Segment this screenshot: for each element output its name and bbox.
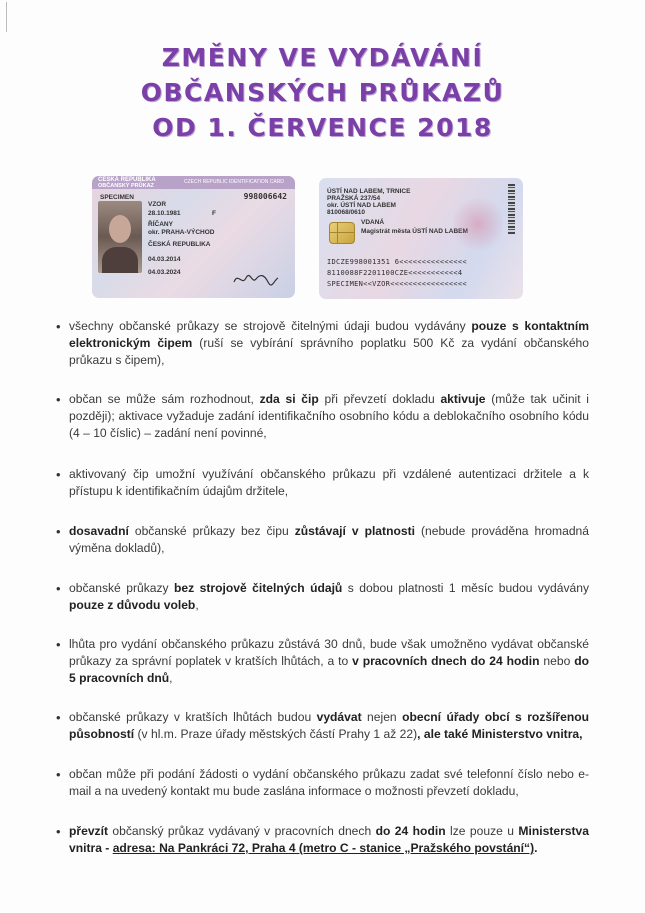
card-address-district: okr. ÚSTÍ NAD LABEM bbox=[327, 202, 396, 209]
card-birth-date: 28.10.1981 bbox=[148, 210, 181, 217]
card-nationality: ČESKÁ REPUBLIKA bbox=[148, 241, 211, 248]
card-given-name: VZOR bbox=[148, 201, 167, 208]
card-doc-type-en: CZECH REPUBLIC IDENTIFICATION CARD bbox=[184, 179, 284, 185]
card-header-band bbox=[92, 176, 295, 189]
list-item: • občanské průkazy bez strojově čitelných údajů s dobou platnosti 1 měsíc budou vydávány pouze z důvodu voleb, bbox=[69, 580, 589, 614]
barcode-icon bbox=[508, 184, 515, 234]
changes-list bbox=[69, 318, 589, 857]
chip-icon bbox=[329, 222, 355, 244]
title-line-1: ZMĚNY VE VYDÁVÁNÍ bbox=[161, 43, 484, 72]
id-card-back-image bbox=[319, 178, 523, 299]
card-marital-status: VDANÁ bbox=[361, 219, 385, 226]
holder-photo bbox=[98, 201, 142, 273]
card-birth-place: ŘÍČANY bbox=[148, 221, 173, 228]
id-card-front-image bbox=[92, 176, 295, 298]
card-address-city: ÚSTÍ NAD LABEM, TRNICE bbox=[327, 188, 411, 195]
list-item: • všechny občanské průkazy se strojově čitelnými údaji budou vydávány pouze s kontaktním elektronickým čipem (ruší se vybírání správního poplatku 500 Kč za vydání občanského průkazu s čipem), bbox=[69, 318, 589, 369]
list-item: • občanské průkazy v kratších lhůtách budou vydávat nejen obecní úřady obcí s rozšířenou působností (v hl.m. Praze úřady městských částí Prahy 1 až 22), ale také Ministerstvo vnitra, bbox=[69, 709, 589, 743]
card-number: 998006642 bbox=[243, 192, 287, 201]
card-birth-district: okr. PRAHA-VÝCHOD bbox=[148, 229, 215, 236]
card-authority: Magistrát města ÚSTÍ NAD LABEM bbox=[361, 228, 468, 235]
mrz-line-3: SPECIMEN<<VZOR<<<<<<<<<<<<<<<<< bbox=[327, 280, 467, 288]
title-line-3: OD 1. ČERVENCE 2018 bbox=[152, 113, 493, 142]
hologram-icon bbox=[453, 194, 503, 254]
card-surname: SPECIMEN bbox=[100, 194, 134, 201]
list-item: • dosavadní občanské průkazy bez čipu zůstávají v platnosti (nebude prováděna hromadná výměna dokladů), bbox=[69, 523, 589, 557]
card-doc-type: OBČANSKÝ PRŮKAZ bbox=[98, 183, 154, 189]
list-item: • aktivovaný čip umožní využívání občanského průkazu při vzdálené autentizaci držitele a k přístupu k identifikačním údajům držitele, bbox=[69, 466, 589, 500]
card-sex: F bbox=[212, 210, 216, 217]
list-item: • převzít občanský průkaz vydávaný v pracovních dnech do 24 hodin lze pouze u Ministerstva vnitra - adresa: Na Pankráci 72, Praha 4 (metro C - stanice „Pražského povstání“). bbox=[69, 823, 589, 857]
list-item: • lhůta pro vydání občanského průkazu zůstává 30 dnů, bude však umožněno vydávat občanské průkazy za správní poplatek v kratších lhůtách, a to v pracovních dnech do 24 hodin nebo do 5 pracovních dnů, bbox=[69, 636, 589, 687]
scan-edge-line bbox=[6, 2, 7, 32]
page-title bbox=[0, 40, 645, 145]
mrz-line-1: IDCZE998001351 6<<<<<<<<<<<<<<< bbox=[327, 258, 467, 266]
card-expiry-date: 04.03.2024 bbox=[148, 269, 181, 276]
card-birth-number: 810068/0610 bbox=[327, 209, 365, 216]
list-item: • občan se může sám rozhodnout, zda si čip při převzetí dokladu aktivuje (může tak učinit i později); aktivace vyžaduje zadání identifikačního osobního kódu a deblokačního osobního kódu (4 – 10 číslic) – zadání není povinné, bbox=[69, 391, 589, 442]
card-issue-date: 04.03.2014 bbox=[148, 256, 181, 263]
signature-icon bbox=[232, 270, 280, 288]
mrz-line-2: 8110088F2201100CZE<<<<<<<<<<<4 bbox=[327, 269, 463, 277]
list-item: • občan může při podání žádosti o vydání občanského průkazu zadat své telefonní číslo nebo e-mail a na uvedený kontakt mu bude zaslána informace o možnosti převzetí dokladu, bbox=[69, 766, 589, 800]
card-country: ČESKÁ REPUBLIKA bbox=[98, 177, 156, 183]
card-address-street: PRAŽSKÁ 237/54 bbox=[327, 195, 381, 202]
title-line-2: OBČANSKÝCH PRŮKAZŮ bbox=[140, 78, 505, 107]
